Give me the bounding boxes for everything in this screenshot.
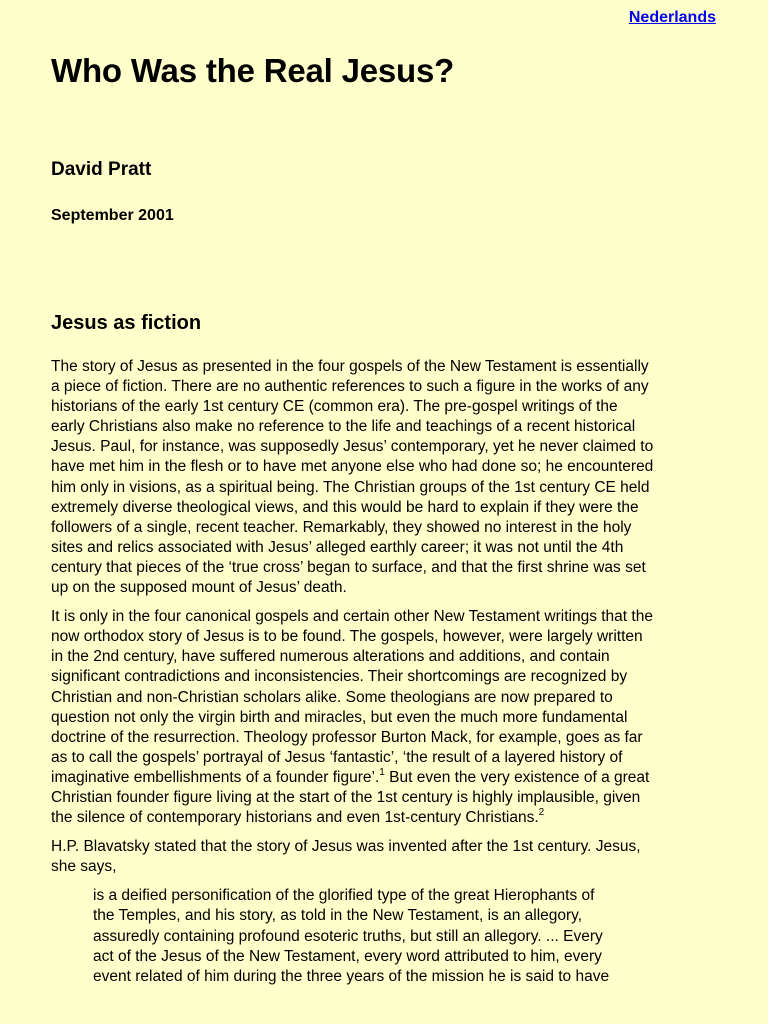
text-line: Christian founder figure living at the start of the 1st century is highly implausible, given [51, 788, 641, 806]
text-line [51, 808, 721, 828]
text-line: It is only in the four canonical gospels and certain other New Testament writings that the [51, 608, 653, 626]
text-line: as to call the gospels’ portrayal of Jesus ‘fantastic’, ‘the result of a layered history of [51, 748, 623, 766]
publication-date: September 2001 [51, 207, 174, 224]
text-line: The story of Jesus as presented in the four gospels of the New Testament is essentially [51, 358, 649, 375]
text-line: she says, [51, 858, 117, 876]
text-fragment: the silence of contemporary historians and even 1st-century Christians. [51, 809, 539, 827]
text-line: early Christians also make no reference to the life and teachings of a recent historical [51, 418, 636, 436]
text-fragment: imaginative embellishments of a founder figure’. [51, 768, 380, 786]
text-line: historians of the early 1st century CE (common era). The pre-gospel writings of the [51, 398, 618, 416]
text-line: significant contradictions and inconsistencies. Their shortcomings are recognized by [51, 668, 628, 686]
text-line: have met him in the flesh or to have met anyone else who had done so; he encountered [51, 458, 654, 476]
paragraph-2 [51, 607, 721, 828]
text-line: question not only the virgin birth and miracles, but even the much more fundamental [51, 708, 628, 726]
text-line: a piece of fiction. There are no authentic references to such a figure in the works of any [51, 378, 649, 396]
footnote-1-link[interactable]: 1 [379, 766, 385, 778]
text-line: up on the supposed mount of Jesus’ death. [51, 579, 347, 597]
text-line: followers of a single, recent teacher. Remarkably, they showed no interest in the holy [51, 518, 632, 536]
quote-line: event related of him during the three years of the mission he is said to have [93, 967, 610, 985]
blavatsky-quote [93, 886, 721, 986]
text-line: Christian and non-Christian scholars alike. Some theologians are now prepared to [51, 688, 613, 706]
article-body [51, 357, 721, 987]
quote-line: the Temples, and his story, as told in the New Testament, is an allegory, [93, 907, 583, 925]
quote-line: is a deified personification of the glorified type of the great Hierophants of [93, 887, 595, 905]
quote-line: act of the Jesus of the New Testament, every word attributed to him, every [93, 947, 602, 965]
text-line [51, 768, 721, 788]
paragraph-1 [51, 357, 721, 598]
section-heading: Jesus as fiction [51, 312, 202, 334]
author-name: David Pratt [51, 159, 152, 180]
footnote-2-link[interactable]: 2 [538, 807, 545, 819]
text-fragment: But even the very existence of a great [384, 768, 650, 786]
text-line: now orthodox story of Jesus is to be found. The gospels, however, were largely written [51, 628, 643, 646]
text-line: H.P. Blavatsky stated that the story of Jesus was invented after the 1st century. Jesus, [51, 838, 641, 856]
quote-line: assuredly containing profound esoteric truths, but still an allegory. ... Every [93, 927, 603, 945]
page-title: Who Was the Real Jesus? [51, 52, 455, 89]
text-line: century that pieces of the ‘true cross’ began to surface, and that the first shrine was set [51, 558, 646, 576]
text-line: extremely diverse theological views, and this would be hard to explain if they were the [51, 498, 639, 516]
text-line: sites and relics associated with Jesus’ alleged earthly career; it was not until the 4th [51, 538, 624, 556]
language-link-nederlands[interactable]: Nederlands [628, 9, 716, 26]
text-line: him only in visions, as a spiritual being. The Christian groups of the 1st century CE held [51, 478, 650, 496]
paragraph-3 [51, 837, 721, 877]
text-line: Jesus. Paul, for instance, was supposedly Jesus’ contemporary, yet he never claimed to [51, 438, 654, 456]
text-line: in the 2nd century, have suffered numerous alterations and additions, and contain [51, 648, 610, 666]
text-line: doctrine of the resurrection. Theology professor Burton Mack, for example, goes as far [51, 728, 643, 746]
